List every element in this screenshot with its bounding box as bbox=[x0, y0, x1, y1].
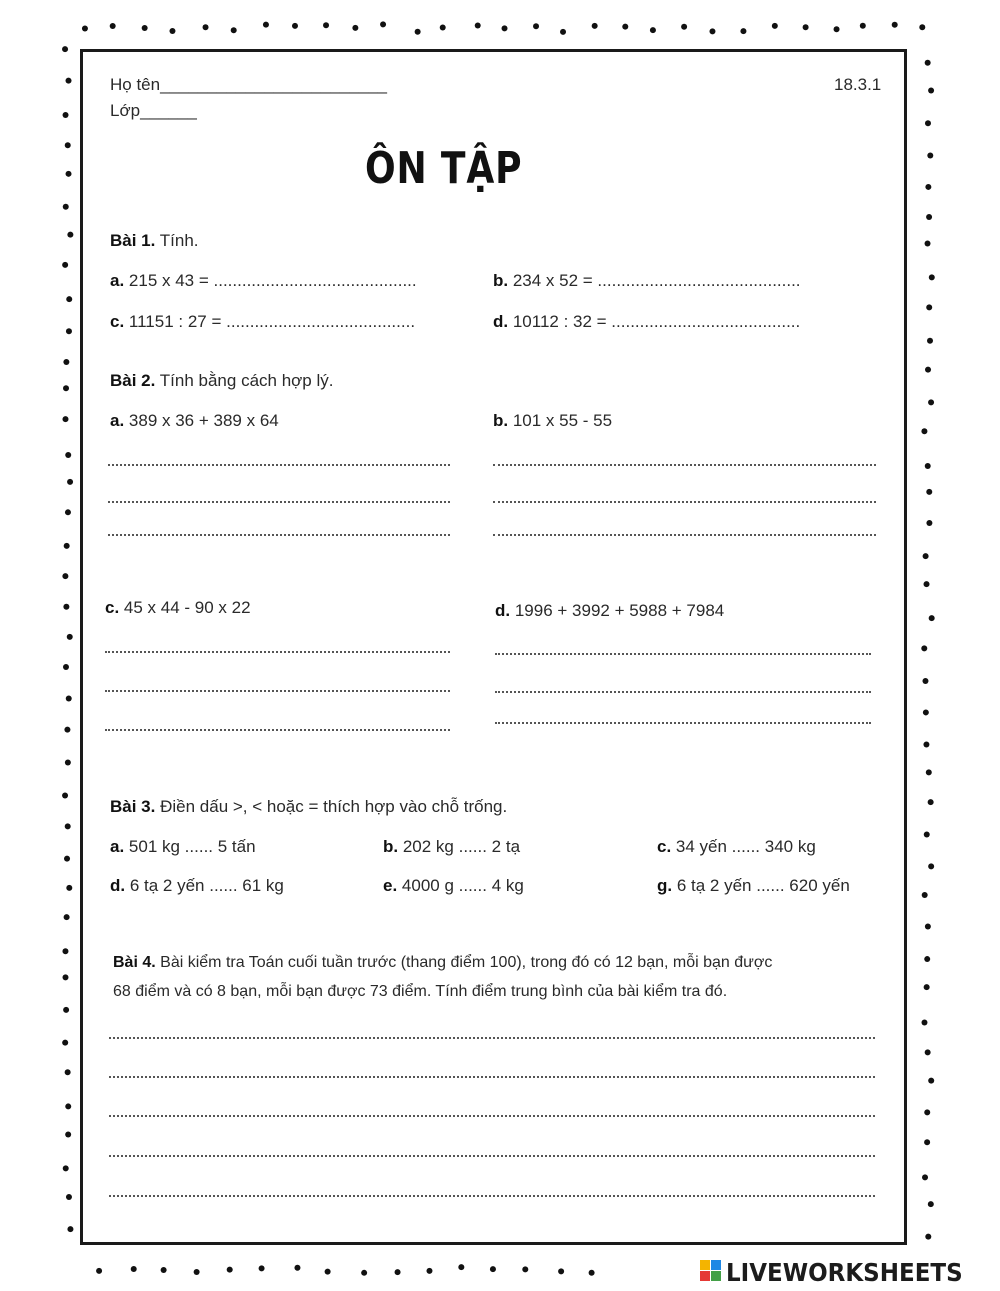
item-expression: 202 kg ...... 2 tạ bbox=[402, 837, 521, 856]
border-dot bbox=[490, 1266, 496, 1272]
border-dot bbox=[66, 296, 72, 302]
border-dot bbox=[259, 1265, 265, 1271]
border-dot bbox=[415, 29, 421, 35]
border-dot bbox=[65, 759, 71, 765]
border-dot bbox=[66, 78, 72, 84]
class-field[interactable] bbox=[110, 101, 197, 121]
liveworksheets-logo-icon bbox=[700, 1260, 722, 1282]
exercise-2a bbox=[110, 411, 279, 431]
item-label: b. bbox=[493, 411, 509, 430]
border-dot bbox=[361, 1270, 367, 1276]
answer-line[interactable] bbox=[109, 1155, 875, 1157]
exercise-1d[interactable] bbox=[493, 312, 800, 332]
border-dot bbox=[67, 232, 73, 238]
border-dot bbox=[161, 1267, 167, 1273]
border-dot bbox=[925, 1049, 931, 1055]
border-dot bbox=[502, 25, 508, 31]
border-dot bbox=[64, 543, 70, 549]
name-label: Họ tên bbox=[110, 75, 161, 94]
item-label: d. bbox=[495, 601, 511, 620]
border-dot bbox=[62, 974, 68, 980]
answer-line[interactable] bbox=[105, 729, 450, 731]
border-dot bbox=[66, 885, 72, 891]
item-expression: 215 x 43 = ........................................... bbox=[128, 271, 417, 290]
border-dot bbox=[926, 304, 932, 310]
border-dot bbox=[292, 23, 298, 29]
border-dot bbox=[923, 709, 929, 715]
border-dot bbox=[921, 645, 927, 651]
answer-line[interactable] bbox=[109, 1076, 875, 1078]
exercise-3-number: Bài 3. bbox=[110, 797, 156, 816]
border-dot bbox=[924, 956, 930, 962]
border-dot bbox=[925, 60, 931, 66]
item-expression: 34 yến ...... 340 kg bbox=[675, 837, 816, 856]
border-dot bbox=[65, 1132, 71, 1138]
border-dot bbox=[929, 274, 935, 280]
border-dot bbox=[131, 1266, 137, 1272]
border-dot bbox=[67, 1226, 73, 1232]
exercise-2d bbox=[495, 601, 724, 621]
border-dot bbox=[352, 25, 358, 31]
page-title: ÔN TẬP bbox=[365, 143, 523, 194]
border-dot bbox=[62, 416, 68, 422]
item-expression: 45 x 44 - 90 x 22 bbox=[123, 598, 251, 617]
worksheet-frame bbox=[80, 49, 907, 1245]
border-dot bbox=[263, 22, 269, 28]
border-dot bbox=[922, 892, 928, 898]
border-dot bbox=[924, 832, 930, 838]
item-label: a. bbox=[110, 837, 125, 856]
exercise-3d[interactable] bbox=[110, 876, 284, 896]
exercise-3-heading bbox=[110, 797, 507, 817]
border-dot bbox=[926, 769, 932, 775]
border-dot bbox=[96, 1268, 102, 1274]
border-dot bbox=[458, 1264, 464, 1270]
class-label: Lớp bbox=[110, 101, 141, 120]
border-dot bbox=[64, 727, 70, 733]
border-dot bbox=[928, 863, 934, 869]
logo-square bbox=[711, 1260, 721, 1270]
border-dot bbox=[921, 428, 927, 434]
border-dot bbox=[63, 385, 69, 391]
border-dot bbox=[169, 28, 175, 34]
border-dot bbox=[925, 240, 931, 246]
border-dot bbox=[380, 21, 386, 27]
exercise-3c[interactable] bbox=[657, 837, 816, 857]
border-dot bbox=[589, 1270, 595, 1276]
border-dot bbox=[62, 948, 68, 954]
border-dot bbox=[231, 27, 237, 33]
answer-line[interactable] bbox=[105, 690, 450, 692]
logo-square bbox=[700, 1260, 710, 1270]
exercise-3a[interactable] bbox=[110, 837, 256, 857]
border-dot bbox=[110, 23, 116, 29]
border-dot bbox=[923, 741, 929, 747]
border-dot bbox=[65, 823, 71, 829]
item-expression: 501 kg ...... 5 tấn bbox=[128, 837, 256, 856]
exercise-2b bbox=[493, 411, 612, 431]
exercise-1c[interactable] bbox=[110, 312, 415, 332]
border-dot bbox=[928, 799, 934, 805]
border-dot bbox=[860, 23, 866, 29]
answer-line[interactable] bbox=[108, 501, 450, 503]
border-dot bbox=[66, 171, 72, 177]
border-dot bbox=[924, 1139, 930, 1145]
item-expression: 6 tạ 2 yến ...... 620 yến bbox=[676, 876, 850, 895]
answer-line[interactable] bbox=[493, 534, 876, 536]
border-dot bbox=[227, 1267, 233, 1273]
item-label: c. bbox=[110, 312, 125, 331]
border-dot bbox=[65, 509, 71, 515]
border-dot bbox=[440, 25, 446, 31]
item-expression: 6 tạ 2 yến ...... 61 kg bbox=[129, 876, 284, 895]
border-dot bbox=[203, 24, 209, 30]
border-dot bbox=[925, 184, 931, 190]
exercise-1a[interactable] bbox=[110, 271, 417, 291]
class-blank: ______ bbox=[140, 101, 197, 120]
answer-line[interactable] bbox=[493, 501, 876, 503]
exercise-2-heading bbox=[110, 371, 333, 391]
item-label: e. bbox=[383, 876, 398, 895]
border-dot bbox=[533, 23, 539, 29]
border-dot bbox=[522, 1266, 528, 1272]
border-dot bbox=[834, 26, 840, 32]
exercise-2-instruction: Tính bằng cách hợp lý. bbox=[159, 371, 334, 390]
answer-line[interactable] bbox=[109, 1115, 875, 1117]
liveworksheets-logo-text: LIVEWORKSHEETS bbox=[726, 1258, 963, 1287]
border-dot bbox=[926, 520, 932, 526]
border-dot bbox=[66, 696, 72, 702]
exercise-4-line-2: 68 điểm và có 8 bạn, mỗi bạn được 73 điểm. Tính điểm trung bình của bài kiểm tra đó. bbox=[113, 983, 728, 1000]
border-dot bbox=[63, 112, 69, 118]
border-dot bbox=[65, 142, 71, 148]
border-dot bbox=[650, 27, 656, 33]
answer-line[interactable] bbox=[493, 464, 876, 466]
border-dot bbox=[923, 553, 929, 559]
border-dot bbox=[62, 262, 68, 268]
exercise-4-number: Bài 4. bbox=[113, 954, 156, 971]
border-dot bbox=[928, 399, 934, 405]
border-dot bbox=[924, 1109, 930, 1115]
border-dot bbox=[64, 914, 70, 920]
border-dot bbox=[63, 1165, 69, 1171]
answer-line[interactable] bbox=[108, 464, 450, 466]
border-dot bbox=[426, 1268, 432, 1274]
border-dot bbox=[927, 152, 933, 158]
answer-line[interactable] bbox=[105, 651, 450, 653]
border-dot bbox=[395, 1269, 401, 1275]
border-dot bbox=[558, 1268, 564, 1274]
item-expression: 10112 : 32 = ........................................ bbox=[512, 312, 801, 331]
exercise-1-instruction: Tính. bbox=[159, 231, 199, 250]
name-blank: ________________________ bbox=[160, 75, 388, 94]
border-dot bbox=[67, 634, 73, 640]
border-dot bbox=[928, 87, 934, 93]
item-expression: 4000 g ...... 4 kg bbox=[401, 876, 524, 895]
border-dot bbox=[922, 1174, 928, 1180]
border-dot bbox=[925, 120, 931, 126]
border-dot bbox=[294, 1265, 300, 1271]
border-dot bbox=[63, 359, 69, 365]
exercise-3b[interactable] bbox=[383, 837, 520, 857]
border-dot bbox=[681, 24, 687, 30]
border-dot bbox=[622, 24, 628, 30]
border-dot bbox=[64, 856, 70, 862]
border-dot bbox=[63, 664, 69, 670]
exercise-4-line-1 bbox=[113, 954, 772, 972]
border-dot bbox=[919, 24, 925, 30]
border-dot bbox=[82, 25, 88, 31]
border-dot bbox=[63, 1007, 69, 1013]
answer-line[interactable] bbox=[108, 534, 450, 536]
border-dot bbox=[67, 479, 73, 485]
border-dot bbox=[62, 793, 68, 799]
border-dot bbox=[709, 28, 715, 34]
border-dot bbox=[62, 1040, 68, 1046]
exercise-3-instruction: Điền dấu >, < hoặc = thích hợp vào chỗ trống. bbox=[160, 797, 508, 816]
exercise-3e[interactable] bbox=[383, 876, 524, 896]
border-dot bbox=[740, 28, 746, 34]
border-dot bbox=[928, 1078, 934, 1084]
border-dot bbox=[66, 328, 72, 334]
border-dot bbox=[928, 1201, 934, 1207]
item-expression: 234 x 52 = ........................................... bbox=[512, 271, 801, 290]
border-dot bbox=[65, 452, 71, 458]
border-dot bbox=[921, 1019, 927, 1025]
border-dot bbox=[929, 615, 935, 621]
border-dot bbox=[926, 214, 932, 220]
exercise-3g[interactable] bbox=[657, 876, 850, 896]
answer-line[interactable] bbox=[495, 691, 871, 693]
item-label: c. bbox=[105, 598, 120, 617]
item-expression: 11151 : 27 = ........................................ bbox=[128, 312, 416, 331]
answer-line[interactable] bbox=[495, 653, 871, 655]
exercise-4-text-1: Bài kiểm tra Toán cuối tuần trước (thang điểm 100), trong đó có 12 bạn, mỗi bạn được bbox=[160, 954, 773, 971]
item-expression: 1996 + 3992 + 5988 + 7984 bbox=[514, 601, 725, 620]
item-label: a. bbox=[110, 411, 125, 430]
border-dot bbox=[142, 25, 148, 31]
border-dot bbox=[65, 1069, 71, 1075]
border-dot bbox=[323, 22, 329, 28]
border-dot bbox=[475, 23, 481, 29]
border-dot bbox=[62, 573, 68, 579]
border-dot bbox=[62, 46, 68, 52]
border-dot bbox=[194, 1269, 200, 1275]
border-dot bbox=[560, 29, 566, 35]
exercise-2c bbox=[105, 598, 251, 618]
item-label: b. bbox=[383, 837, 399, 856]
item-label: c. bbox=[657, 837, 672, 856]
item-expression: 389 x 36 + 389 x 64 bbox=[128, 411, 279, 430]
border-dot bbox=[592, 23, 598, 29]
border-dot bbox=[892, 22, 898, 28]
border-dot bbox=[924, 581, 930, 587]
exercise-1-heading bbox=[110, 231, 199, 251]
border-dot bbox=[803, 24, 809, 30]
border-dot bbox=[925, 367, 931, 373]
exercise-1-number: Bài 1. bbox=[110, 231, 156, 250]
answer-line[interactable] bbox=[109, 1037, 875, 1039]
border-dot bbox=[922, 678, 928, 684]
worksheet-code: 18.3.1 bbox=[834, 75, 882, 94]
border-dot bbox=[926, 489, 932, 495]
answer-line[interactable] bbox=[495, 722, 871, 724]
answer-line[interactable] bbox=[109, 1195, 875, 1197]
item-label: g. bbox=[657, 876, 673, 895]
border-dot bbox=[63, 204, 69, 210]
item-expression: 101 x 55 - 55 bbox=[512, 411, 613, 430]
border-dot bbox=[325, 1269, 331, 1275]
exercise-2-number: Bài 2. bbox=[110, 371, 156, 390]
border-dot bbox=[65, 1103, 71, 1109]
logo-square bbox=[700, 1271, 710, 1281]
exercise-1b[interactable] bbox=[493, 271, 801, 291]
border-dot bbox=[924, 984, 930, 990]
border-dot bbox=[925, 1234, 931, 1240]
border-dot bbox=[927, 338, 933, 344]
item-label: a. bbox=[110, 271, 125, 290]
name-field[interactable] bbox=[110, 75, 387, 95]
item-label: d. bbox=[110, 876, 126, 895]
logo-square bbox=[711, 1271, 721, 1281]
border-dot bbox=[925, 463, 931, 469]
item-label: b. bbox=[493, 271, 509, 290]
border-dot bbox=[772, 23, 778, 29]
border-dot bbox=[63, 604, 69, 610]
item-label: d. bbox=[493, 312, 509, 331]
border-dot bbox=[925, 924, 931, 930]
border-dot bbox=[66, 1194, 72, 1200]
